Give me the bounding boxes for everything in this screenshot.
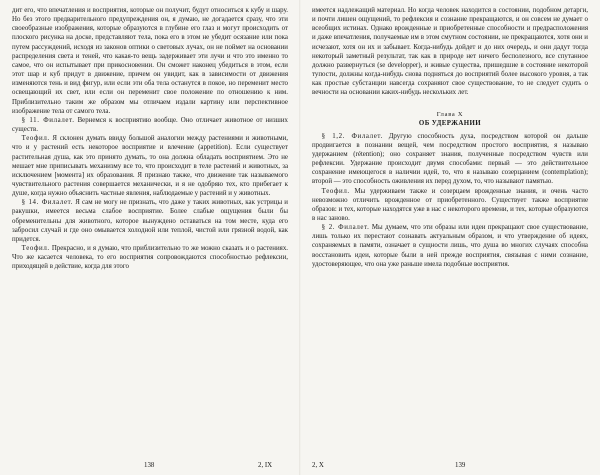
paragraph-text: Прекрасно, и я думаю, что приблизительно то же можно сказать и о растениях. Что же касается человека, то его восприятия сопровождаются способностью рефлексии, приходящей в действие, когда для этого bbox=[12, 245, 288, 271]
speaker-label: § 14. Филалет. bbox=[21, 199, 74, 207]
paragraph-text: Мы думаем, что эти образы или идеи прекращают свое существование, лишь только их перестают сознавать актуальным образом, и что утверждение об идеях, сохраняемых в памяти, означает в сущности лишь, что душа во многих случаях способна восстановить идеи, которые были в ней прежде восприятия, связывая с ними сознание, удостоверяющее, что она уже раньше имела подобные восприятия. bbox=[312, 224, 588, 268]
speaker-label: § 1,2. Филалет. bbox=[321, 132, 383, 140]
chapter-number: Глава X bbox=[436, 110, 464, 118]
paragraph-text: Другую способность духа, посредством которой он дальше продвигается в познании вещей, чем посредством простого восприятия, я называю удержанием (rétention); оно сохраняет знания, полученные посредством чувств или рефлексии. Удержание происходит двумя способами: первый — это действительное сохранение имеющегося в наличии идей, то, что я называю созерцанием (contemplation); второй — это способность оживления их перед духом, то, что называют памятью. bbox=[312, 132, 588, 186]
speaker-label: § 11. Филалет. bbox=[21, 116, 75, 124]
paragraph: дит его, что впечатления и восприятия, которые он получит, будут относиться к кубу и шару. Но без этого предварительного предупреждения он, я думаю, не догадается сразу, что эти своеобразные изображения, которые образуются в глубине его глаз и могут происходить от плоского рисунка на доске, представляют тела, пока его в этом не убедит осязание или пока путем рассуждений, исходя из законов оптики о световых лучах, он не поймет на основании распределения света и теней, что какая-то вещь задерживает эти лучи и что это именно то самое, что он испытывает при прикосновении. Он сможет наконец убедиться в этом, если этот шар и куб придут в движение, причем он увидит, как в зависимости от движения изменяются тень и вид фигур, или если эти оба тела останутся в покое, но переменит место освещающий их свет, или если он переменит свое положение по отношению к ним. Приблизительно таким же образом мы отличаем издали картину или перспективное изображение тела от самого тела. bbox=[12, 7, 288, 115]
chapter-title: ОБ УДЕРЖАНИИ bbox=[418, 119, 482, 127]
speaker-label: § 2. Филалет. bbox=[321, 224, 370, 232]
paragraph: имеется надлежащий материал. Но когда человек находится в состоянии, подобном детарги, и почти лишен ощущений, то рефлексия и сознание прекращаются, и он совсем не думает о всеобщих истинах. Однако врожденные и приобретенные способности и предрасположения и даже впечатления, получаемые им в этом смутном состоянии, не прекращаются, хотя они и исчезают, хотя он их и забывает. Когда-нибудь дойдет и до них очередь, и они дадут тогда некоторый заметный результат, так как в природе нет ничего бесполезного, все спутанное должно развернуться (se developper), и живые существа, пришедшие в состояние некоторой тупости, должны когда-нибудь снова подняться до восприятий более высокого уровня, а так как простые субстанции навсегда сохраняют свое существование, то не следует судить о вечности на основании каких-нибудь нескольких лет. bbox=[312, 7, 588, 97]
section-2 bbox=[312, 223, 588, 269]
paragraph-text: Вернемся к восприятию вообще. Оно отличает животное от низших существ. bbox=[12, 116, 288, 134]
section-11 bbox=[12, 116, 288, 134]
running-ref-right: 2, X bbox=[312, 462, 324, 469]
paragraph-text: Я склонен думать ввиду большой аналогии между растениями и животными, что и у растений есть некоторое восприятие и влечение (appetition). Если существует растительная душа, как это принято думать, то она должна обладать восприятием. Это не мешает мне приписывать механизму все то, что происходит в теле растений и животных, за исключением [момента] их образования. Я признаю также, что движение так называемого чувствительного растения совершается механически, и я не одобряю тех, кто прибегает к душе, когда нужно объяснить частные явления, наблюдаемые у растений и у животных. bbox=[12, 135, 288, 198]
section-1-2 bbox=[312, 132, 588, 187]
page-number-left: 138 bbox=[144, 462, 155, 469]
paragraph-text: Мы удерживаем также и созерцаем врожденные знания, и очень часто невозможно отличить врожденное от приобретенного. Существует также восприятие образов: и тех, которые находятся уже в нас с некоторого времени, и тех, которые образуются в нас заново. bbox=[312, 187, 588, 222]
right-page bbox=[312, 6, 588, 462]
book-gutter bbox=[299, 0, 301, 475]
running-ref-left: 2, IX bbox=[258, 462, 273, 469]
teofil-reply-2 bbox=[12, 244, 288, 271]
left-page bbox=[12, 6, 288, 462]
speaker-label: Теофил. bbox=[21, 245, 50, 253]
speaker-label: Теофил. bbox=[321, 187, 350, 195]
page-number-right: 139 bbox=[455, 462, 466, 469]
section-14 bbox=[12, 198, 288, 244]
teofil-reply bbox=[12, 134, 288, 198]
speaker-label: Теофил. bbox=[21, 135, 50, 143]
paragraph-text: Я сам не могу не признать, что даже у таких животных, как устрицы и ракушки, имеется весьма слабое восприятие. Более слабые ощущения были бы обременительны для животного, которое вынуждено оставаться на том месте, куда его забросил случай и где оно омывается холодной или теплой, чистой или грязной водой, как придется. bbox=[12, 199, 288, 243]
teofil-reply bbox=[312, 187, 588, 224]
